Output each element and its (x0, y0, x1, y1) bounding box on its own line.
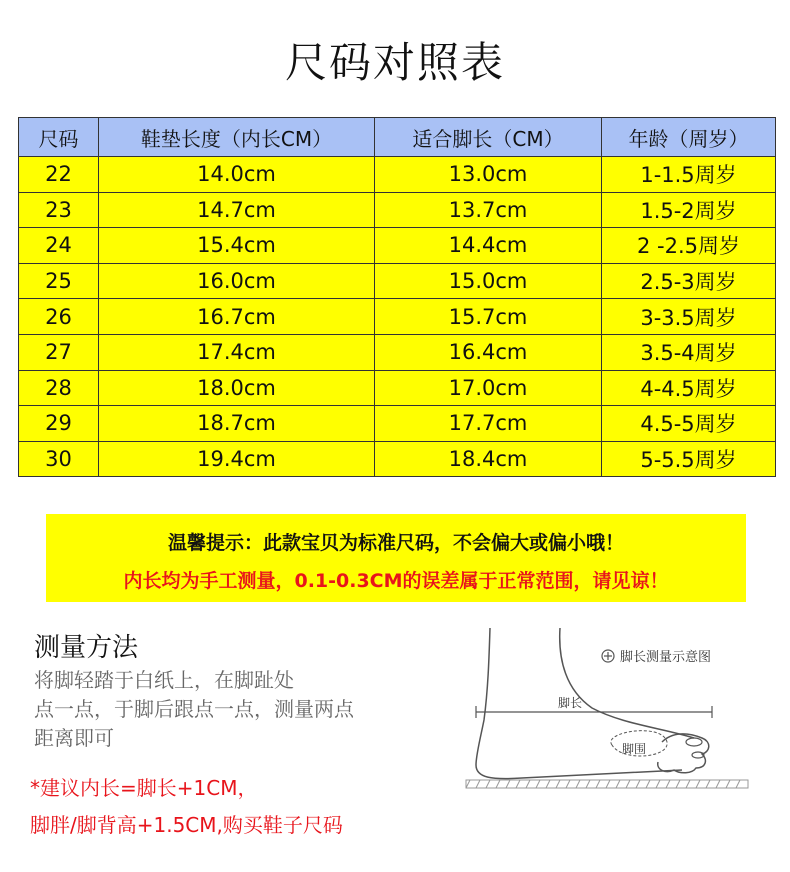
size-chart-table (18, 117, 776, 477)
cell-age: 1.5-2周岁 (602, 192, 776, 228)
cell-age: 4.5-5周岁 (602, 406, 776, 442)
table-row (19, 406, 776, 442)
measure-desc-line: 距离即可 (34, 726, 114, 750)
cell-insole-length: 19.4cm (99, 441, 375, 477)
cell-insole-length: 15.4cm (99, 228, 375, 264)
page-title: 尺码对照表 (284, 38, 505, 87)
cell-insole-length: 16.0cm (99, 263, 375, 299)
cell-foot-length: 13.7cm (375, 192, 602, 228)
cell-age: 2 -2.5周岁 (602, 228, 776, 264)
cell-insole-length: 14.0cm (99, 157, 375, 193)
table-row (19, 370, 776, 406)
instep-outline (560, 628, 694, 738)
tip-line-standard-size: 温馨提示：此款宝贝为标准尺码，不会偏大或偏小哦！ (167, 532, 624, 554)
ground-hatch (466, 780, 740, 788)
table-row (19, 228, 776, 264)
cell-age: 4-4.5周岁 (602, 370, 776, 406)
cell-size: 25 (19, 263, 99, 299)
cell-foot-length: 15.0cm (375, 263, 602, 299)
table-row (19, 263, 776, 299)
header-age: 年龄（周岁） (602, 118, 776, 157)
table-row (19, 192, 776, 228)
girth-label: 脚围 (622, 742, 647, 756)
cell-age: 3.5-4周岁 (602, 334, 776, 370)
toe-nail (686, 738, 702, 746)
header-insole-length: 鞋垫长度（内长CM） (99, 118, 375, 157)
measure-desc-line: 将脚轻踏于白纸上，在脚趾处 (34, 668, 294, 692)
measure-title: 测量方法 (34, 633, 139, 663)
tip-line-measurement-error: 内长均为手工测量，0.1-0.3CM的误差属于正常范围，请见谅！ (123, 570, 669, 592)
cell-foot-length: 18.4cm (375, 441, 602, 477)
measure-note-line: *建议内长=脚长+1CM， (30, 776, 258, 800)
cell-insole-length: 17.4cm (99, 334, 375, 370)
cell-foot-length: 13.0cm (375, 157, 602, 193)
cell-foot-length: 14.4cm (375, 228, 602, 264)
header-foot-length: 适合脚长（CM） (375, 118, 602, 157)
table-row (19, 334, 776, 370)
cell-age: 5-5.5周岁 (602, 441, 776, 477)
cell-foot-length: 16.4cm (375, 334, 602, 370)
cell-insole-length: 18.0cm (99, 370, 375, 406)
cell-size: 23 (19, 192, 99, 228)
cell-insole-length: 14.7cm (99, 192, 375, 228)
table-header-row (19, 118, 776, 157)
table-row (19, 157, 776, 193)
cell-foot-length: 15.7cm (375, 299, 602, 335)
header-size: 尺码 (19, 118, 99, 157)
measure-description (34, 666, 434, 753)
cell-age: 1-1.5周岁 (602, 157, 776, 193)
cell-size: 27 (19, 334, 99, 370)
cell-size: 29 (19, 406, 99, 442)
diagram-caption: 脚长测量示意图 (620, 650, 712, 665)
tip-box (46, 514, 746, 602)
cell-size: 30 (19, 441, 99, 477)
cell-size: 26 (19, 299, 99, 335)
measure-note-line: 脚胖/脚背高+1.5CM,购买鞋子尺码 (30, 813, 343, 837)
cell-foot-length: 17.0cm (375, 370, 602, 406)
cell-size: 28 (19, 370, 99, 406)
measure-note (30, 770, 450, 844)
table-row (19, 441, 776, 477)
length-label: 脚长 (558, 696, 583, 710)
cell-size: 24 (19, 228, 99, 264)
cell-size: 22 (19, 157, 99, 193)
measure-desc-line: 点一点，于脚后跟点一点，测量两点 (34, 697, 354, 721)
cell-insole-length: 18.7cm (99, 406, 375, 442)
cell-age: 3-3.5周岁 (602, 299, 776, 335)
cell-age: 2.5-3周岁 (602, 263, 776, 299)
cell-insole-length: 16.7cm (99, 299, 375, 335)
table-row (19, 299, 776, 335)
foot-measurement-diagram (462, 620, 762, 800)
cell-foot-length: 17.7cm (375, 406, 602, 442)
